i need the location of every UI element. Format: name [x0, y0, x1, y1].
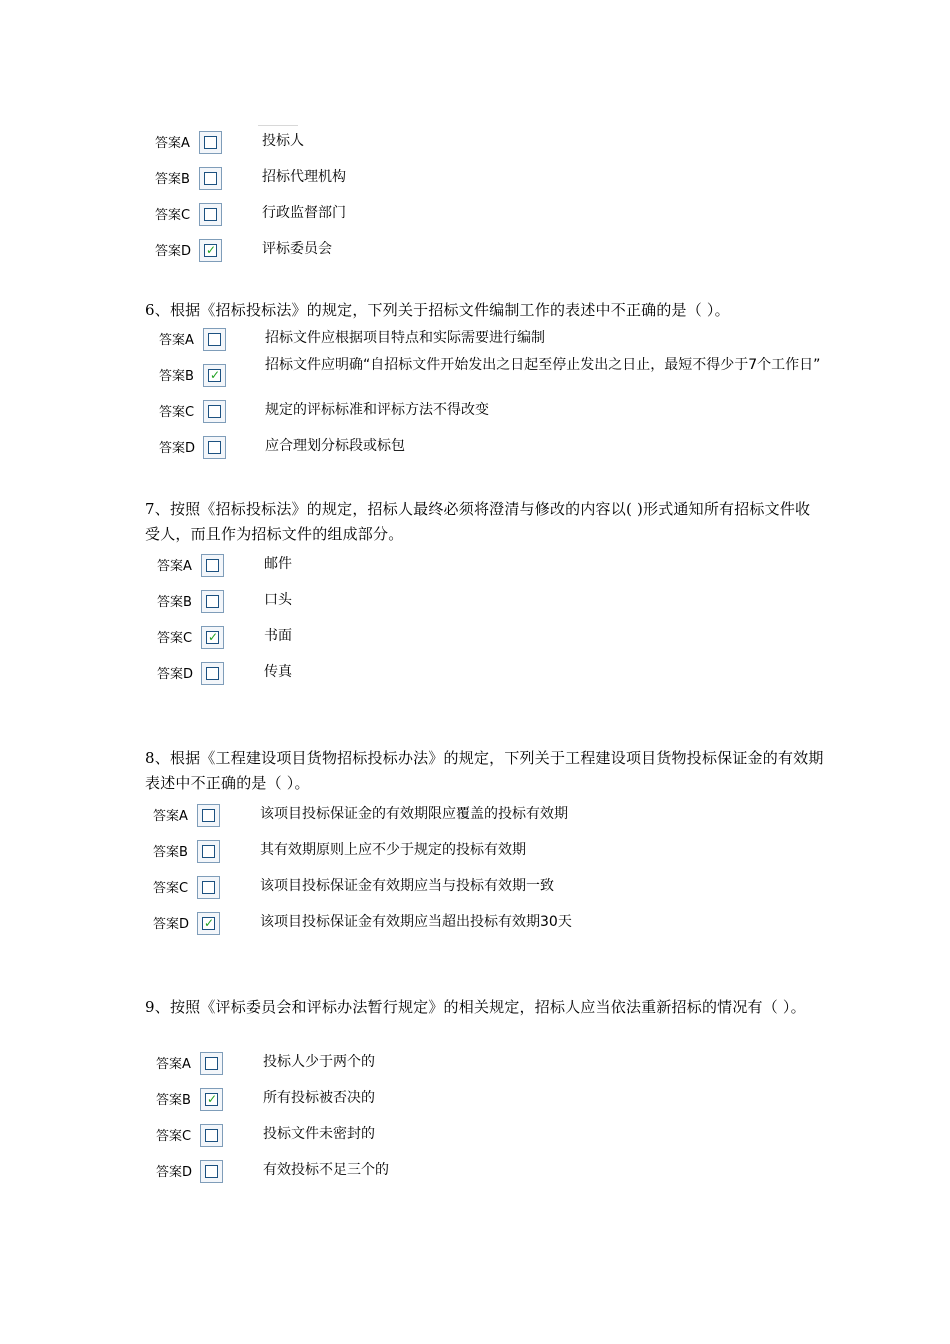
answer-c-checkbox[interactable]: [199, 203, 222, 226]
checkbox-inner: [206, 559, 219, 572]
answer-label: 答案C: [159, 405, 195, 420]
answer-d-checkbox[interactable]: [199, 239, 222, 262]
checkbox-inner: [208, 441, 221, 454]
checkbox-inner: [204, 208, 217, 221]
answer-a-checkbox[interactable]: [201, 554, 224, 577]
answer-a-checkbox[interactable]: [203, 328, 226, 351]
answer-b-checkbox[interactable]: [197, 840, 220, 863]
checkbox-inner: [202, 917, 215, 930]
answer-d-checkbox[interactable]: [197, 912, 220, 935]
question-6-title: 6、根据《招标投标法》的规定，下列关于招标文件编制工作的表述中不正确的是（ ）。: [145, 301, 730, 319]
check-icon: ✓: [206, 243, 217, 257]
question-7-title: 7、按照《招标投标法》的规定，招标人最终必须将澄清与修改的内容以( )形式通知所有招标文件收受人，而且作为招标文件的组成部分。: [145, 500, 811, 543]
checkbox-inner: [204, 172, 217, 185]
checkbox-inner: [204, 244, 217, 257]
option-text: 规定的评标标准和评标方法不得改变: [265, 402, 489, 418]
checkbox-inner: [205, 1129, 218, 1142]
checkbox-inner: [208, 405, 221, 418]
question-9-title: 9、按照《评标委员会和评标办法暂行规定》的相关规定，招标人应当依法重新招标的情况有（ ）。: [145, 998, 806, 1016]
answer-b-checkbox[interactable]: [201, 590, 224, 613]
answer-label: 答案A: [153, 809, 188, 824]
option-text: 邮件: [264, 556, 292, 572]
checkbox-inner: [206, 631, 219, 644]
answer-a-checkbox[interactable]: [199, 131, 222, 154]
checkbox-inner: [202, 809, 215, 822]
answer-a-checkbox[interactable]: [200, 1052, 223, 1075]
answer-label: 答案D: [159, 441, 196, 456]
checkbox-inner: [208, 333, 221, 346]
answer-label: 答案A: [157, 559, 192, 574]
option-text: 所有投标被否决的: [263, 1090, 375, 1106]
option-text: 评标委员会: [262, 241, 332, 257]
option-text: 行政监督部门: [262, 205, 346, 221]
checkbox-inner: [202, 881, 215, 894]
option-text: 有效投标不足三个的: [263, 1162, 389, 1178]
answer-label: 答案D: [157, 667, 194, 682]
option-text: 招标文件应根据项目特点和实际需要进行编制: [265, 330, 545, 346]
check-icon: ✓: [207, 1092, 218, 1106]
answer-label: 答案B: [157, 595, 192, 610]
option-text: 招标代理机构: [262, 169, 346, 185]
checkbox-inner: [208, 369, 221, 382]
checkbox-inner: [205, 1093, 218, 1106]
answer-label: 答案A: [156, 1057, 191, 1072]
answer-label: 答案D: [156, 1165, 193, 1180]
answer-c-checkbox[interactable]: [201, 626, 224, 649]
checkbox-inner: [205, 1057, 218, 1070]
answer-b-checkbox[interactable]: [200, 1088, 223, 1111]
check-icon: ✓: [204, 916, 215, 930]
option-text: 招标文件应明确“自招标文件开始发出之日起至停止发出之日止，最短不得少于7个工作日”: [265, 357, 821, 373]
answer-label: 答案B: [155, 172, 190, 187]
answer-label: 答案A: [159, 333, 194, 348]
answer-label: 答案C: [155, 208, 191, 223]
checkbox-inner: [206, 667, 219, 680]
answer-d-checkbox[interactable]: [201, 662, 224, 685]
divider-line: [258, 125, 298, 126]
answer-label: 答案C: [156, 1129, 192, 1144]
checkbox-inner: [205, 1165, 218, 1178]
option-text: 该项目投标保证金的有效期限应覆盖的投标有效期: [260, 806, 568, 822]
option-text: 应合理划分标段或标包: [265, 438, 405, 454]
option-text: 该项目投标保证金有效期应当超出投标有效期30天: [260, 914, 572, 930]
option-text: 口头: [264, 592, 292, 608]
option-text: 书面: [264, 628, 292, 644]
option-text: 投标人少于两个的: [263, 1054, 375, 1070]
option-text: 投标文件未密封的: [263, 1126, 375, 1142]
checkbox-inner: [202, 845, 215, 858]
answer-label: 答案D: [153, 917, 190, 932]
answer-label: 答案B: [153, 845, 188, 860]
option-text: 投标人: [262, 133, 304, 149]
answer-c-checkbox[interactable]: [197, 876, 220, 899]
answer-c-checkbox[interactable]: [203, 400, 226, 423]
answer-c-checkbox[interactable]: [200, 1124, 223, 1147]
answer-a-checkbox[interactable]: [197, 804, 220, 827]
answer-label: 答案B: [159, 369, 194, 384]
checkbox-inner: [204, 136, 217, 149]
answer-b-checkbox[interactable]: [203, 364, 226, 387]
checkbox-inner: [206, 595, 219, 608]
answer-label: 答案D: [155, 244, 192, 259]
check-icon: ✓: [210, 368, 221, 382]
answer-label: 答案C: [157, 631, 193, 646]
answer-label: 答案A: [155, 136, 190, 151]
answer-label: 答案C: [153, 881, 189, 896]
check-icon: ✓: [208, 630, 219, 644]
answer-b-checkbox[interactable]: [199, 167, 222, 190]
option-text: 传真: [264, 664, 292, 680]
answer-d-checkbox[interactable]: [203, 436, 226, 459]
answer-d-checkbox[interactable]: [200, 1160, 223, 1183]
option-text: 其有效期原则上应不少于规定的投标有效期: [260, 842, 526, 858]
option-text: 该项目投标保证金有效期应当与投标有效期一致: [260, 878, 554, 894]
answer-label: 答案B: [156, 1093, 191, 1108]
question-8-title: 8、根据《工程建设项目货物招标投标办法》的规定，下列关于工程建设项目货物投标保证金的有效期表述中不正确的是（ ）。: [145, 749, 824, 792]
